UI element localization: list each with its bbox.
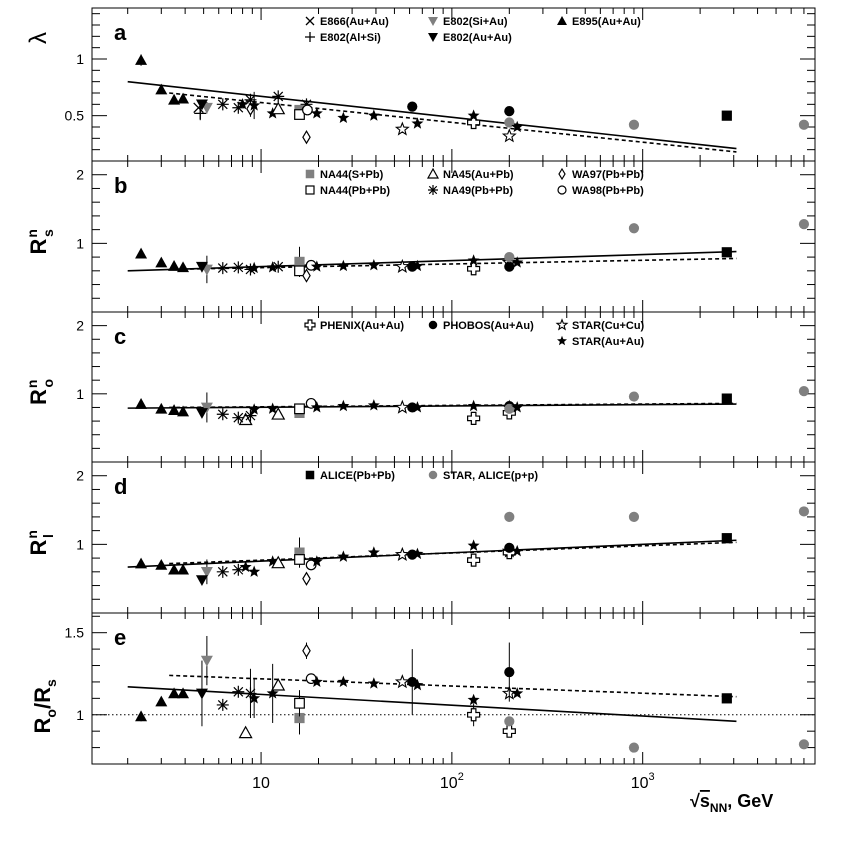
data-point bbox=[722, 393, 732, 403]
data-point bbox=[177, 261, 189, 272]
legend-label: NA44(Pb+Pb) bbox=[320, 185, 390, 197]
data-point bbox=[217, 262, 229, 274]
panel-frame bbox=[92, 312, 815, 462]
data-point bbox=[468, 709, 480, 721]
data-point bbox=[337, 112, 349, 123]
legend-marker bbox=[428, 169, 438, 178]
data-point bbox=[217, 699, 229, 711]
x-tick-exp: 2 bbox=[457, 771, 464, 783]
y-axis-sub: s bbox=[40, 229, 56, 238]
data-point bbox=[295, 266, 305, 276]
y-axis-symbol: R bbox=[26, 238, 51, 255]
legend-label: WA98(Pb+Pb) bbox=[572, 185, 644, 197]
data-point bbox=[232, 686, 244, 698]
data-point bbox=[337, 400, 349, 411]
data-point bbox=[629, 742, 639, 752]
panel-frame bbox=[92, 462, 815, 613]
data-point bbox=[196, 689, 208, 700]
data-point bbox=[272, 261, 284, 273]
data-point bbox=[135, 248, 147, 259]
legend-label: NA45(Au+Pb) bbox=[443, 169, 514, 181]
y-tick-label: 1 bbox=[76, 235, 84, 252]
data-point bbox=[135, 710, 147, 721]
y-axis-sup: n bbox=[24, 379, 40, 389]
data-point bbox=[232, 412, 244, 424]
panel-label: e bbox=[114, 625, 127, 650]
data-point bbox=[368, 259, 380, 270]
legend-label: E866(Au+Au) bbox=[320, 16, 389, 28]
data-point bbox=[168, 404, 180, 415]
y-tick-label: 1 bbox=[76, 51, 84, 67]
y-tick-label: 1 bbox=[76, 706, 84, 723]
y-tick-label: 1.5 bbox=[64, 624, 84, 641]
data-point bbox=[155, 696, 167, 707]
legend-label: E895(Au+Au) bbox=[572, 16, 641, 28]
x-tick-label: 10 bbox=[252, 775, 270, 792]
data-point bbox=[295, 698, 305, 708]
legend-marker bbox=[306, 471, 315, 480]
legend-label: ALICE(Pb+Pb) bbox=[320, 470, 395, 482]
data-point bbox=[504, 543, 514, 553]
data-point bbox=[337, 676, 349, 687]
y-axis-symbol: R bbox=[26, 539, 51, 556]
y-tick-label: 0.5 bbox=[64, 107, 84, 124]
legend-label: STAR, ALICE(p+p) bbox=[443, 470, 539, 482]
data-point bbox=[155, 257, 167, 268]
data-point bbox=[272, 679, 284, 690]
y-tick-label: 2 bbox=[76, 467, 84, 484]
legend-marker bbox=[428, 17, 438, 26]
data-point bbox=[196, 408, 208, 419]
y-axis-sub: s bbox=[43, 679, 59, 688]
data-point bbox=[629, 120, 639, 130]
data-point bbox=[504, 262, 514, 272]
panel-e bbox=[30, 613, 815, 792]
y-axis-label bbox=[25, 32, 52, 44]
data-point bbox=[396, 401, 408, 412]
fit-solid-line bbox=[128, 687, 737, 721]
panel-d bbox=[24, 462, 815, 613]
y-axis-sup: n bbox=[24, 229, 40, 238]
x-axis-sub: NN bbox=[709, 801, 728, 815]
data-point bbox=[468, 263, 480, 275]
data-point bbox=[303, 105, 313, 115]
y-axis-symbol: /R bbox=[30, 687, 55, 710]
legend-marker bbox=[429, 471, 438, 480]
legend-label: STAR(Au+Au) bbox=[572, 336, 645, 348]
data-point bbox=[337, 260, 349, 271]
data-point bbox=[337, 550, 349, 561]
legend-marker bbox=[557, 16, 567, 25]
data-point bbox=[303, 573, 310, 585]
data-point bbox=[368, 677, 380, 688]
y-tick-label: 1 bbox=[76, 536, 84, 553]
data-point bbox=[799, 739, 809, 749]
data-point bbox=[196, 575, 208, 586]
y-tick-label: 1 bbox=[76, 385, 84, 402]
data-point bbox=[396, 676, 408, 687]
y-axis-label bbox=[24, 530, 56, 555]
legend-marker bbox=[559, 169, 565, 179]
legend-label: E802(Si+Au) bbox=[443, 16, 508, 28]
legend-label: NA44(S+Pb) bbox=[320, 169, 384, 181]
legend-label: WA97(Pb+Pb) bbox=[572, 169, 644, 181]
legend-label: STAR(Cu+Cu) bbox=[572, 320, 645, 332]
x-tick-exp: 3 bbox=[648, 771, 655, 783]
data-point bbox=[295, 404, 305, 414]
data-point bbox=[799, 386, 809, 396]
legend-marker bbox=[429, 321, 438, 330]
x-axis-unit: , GeV bbox=[727, 791, 774, 811]
data-point bbox=[303, 131, 310, 143]
data-point bbox=[135, 54, 147, 65]
data-point bbox=[368, 109, 380, 120]
data-point bbox=[155, 559, 167, 570]
data-point bbox=[468, 412, 480, 424]
y-axis-sub: l bbox=[40, 534, 56, 539]
legend-label: PHOBOS(Au+Au) bbox=[443, 320, 534, 332]
y-tick-label: 2 bbox=[76, 317, 84, 334]
data-point bbox=[503, 725, 515, 737]
y-axis-symbol: λ bbox=[25, 32, 52, 44]
fit-solid-line bbox=[128, 82, 737, 149]
legend-marker bbox=[557, 336, 567, 345]
panel-frame bbox=[92, 161, 815, 312]
data-point bbox=[504, 106, 514, 116]
panel-a bbox=[25, 8, 815, 161]
y-axis-sub: o bbox=[40, 378, 56, 388]
x-axis-root: √ bbox=[690, 791, 700, 811]
y-axis-sup: n bbox=[24, 530, 40, 539]
legend-label: PHENIX(Au+Au) bbox=[320, 320, 405, 332]
legend-marker bbox=[305, 32, 315, 42]
data-point bbox=[504, 667, 514, 677]
data-point bbox=[504, 404, 514, 414]
data-point bbox=[722, 247, 732, 257]
data-point bbox=[248, 566, 260, 577]
legend-marker bbox=[428, 185, 438, 195]
data-point bbox=[168, 260, 180, 271]
data-point bbox=[799, 506, 809, 516]
legend-marker bbox=[306, 186, 314, 194]
data-point bbox=[272, 90, 284, 102]
legend-marker bbox=[428, 33, 438, 42]
data-point bbox=[396, 123, 408, 134]
panel-c bbox=[24, 312, 815, 462]
legend-marker bbox=[557, 320, 567, 329]
legend-label: E802(Al+Si) bbox=[320, 32, 381, 44]
data-point bbox=[503, 130, 515, 141]
data-point bbox=[135, 558, 147, 569]
x-axis-label bbox=[690, 791, 773, 815]
data-point bbox=[468, 400, 480, 411]
y-axis-symbol: R bbox=[30, 717, 55, 734]
data-point bbox=[504, 512, 514, 522]
data-point bbox=[799, 120, 809, 130]
panel-label: b bbox=[114, 173, 128, 198]
y-axis-sub: o bbox=[43, 709, 59, 718]
legend-marker bbox=[558, 186, 566, 194]
panel-label: a bbox=[114, 20, 127, 45]
x-axis-var: s bbox=[699, 791, 710, 811]
data-point bbox=[295, 555, 305, 565]
data-point bbox=[217, 408, 229, 420]
panel-label: c bbox=[114, 324, 127, 349]
data-point bbox=[303, 645, 310, 657]
data-point bbox=[504, 716, 514, 726]
data-point bbox=[629, 512, 639, 522]
data-point bbox=[232, 261, 244, 273]
data-point bbox=[135, 398, 147, 409]
data-point bbox=[201, 656, 213, 667]
data-point bbox=[799, 219, 809, 229]
fit-solid-line bbox=[128, 404, 737, 408]
legend-label: NA49(Pb+Pb) bbox=[443, 185, 513, 197]
y-tick-label: 2 bbox=[76, 166, 84, 183]
fit-solid-line bbox=[128, 540, 737, 567]
panel-label: d bbox=[114, 474, 128, 499]
data-point bbox=[217, 566, 229, 578]
data-point bbox=[468, 539, 480, 550]
y-axis-symbol: R bbox=[26, 389, 51, 405]
data-point bbox=[407, 102, 417, 112]
data-point bbox=[468, 554, 480, 566]
data-point bbox=[722, 111, 732, 121]
legend-marker bbox=[306, 170, 315, 179]
x-tick-label: $10^2$ bbox=[439, 771, 464, 792]
data-point bbox=[396, 548, 408, 559]
data-point bbox=[629, 223, 639, 233]
data-point bbox=[722, 693, 732, 703]
legend-label: E802(Au+Au) bbox=[443, 32, 512, 44]
data-point bbox=[217, 98, 229, 110]
data-point bbox=[368, 399, 380, 410]
legend-marker bbox=[306, 17, 314, 25]
data-point bbox=[722, 533, 732, 543]
panel-b bbox=[24, 161, 815, 312]
data-point bbox=[629, 391, 639, 401]
y-axis-label bbox=[30, 679, 59, 733]
y-axis-label bbox=[24, 379, 56, 405]
x-tick-label: $10^3$ bbox=[630, 771, 655, 792]
panel-frame bbox=[92, 8, 815, 161]
panel-frame bbox=[92, 613, 815, 764]
data-point bbox=[240, 727, 252, 738]
legend-marker bbox=[305, 320, 315, 330]
y-axis-label bbox=[24, 229, 56, 254]
